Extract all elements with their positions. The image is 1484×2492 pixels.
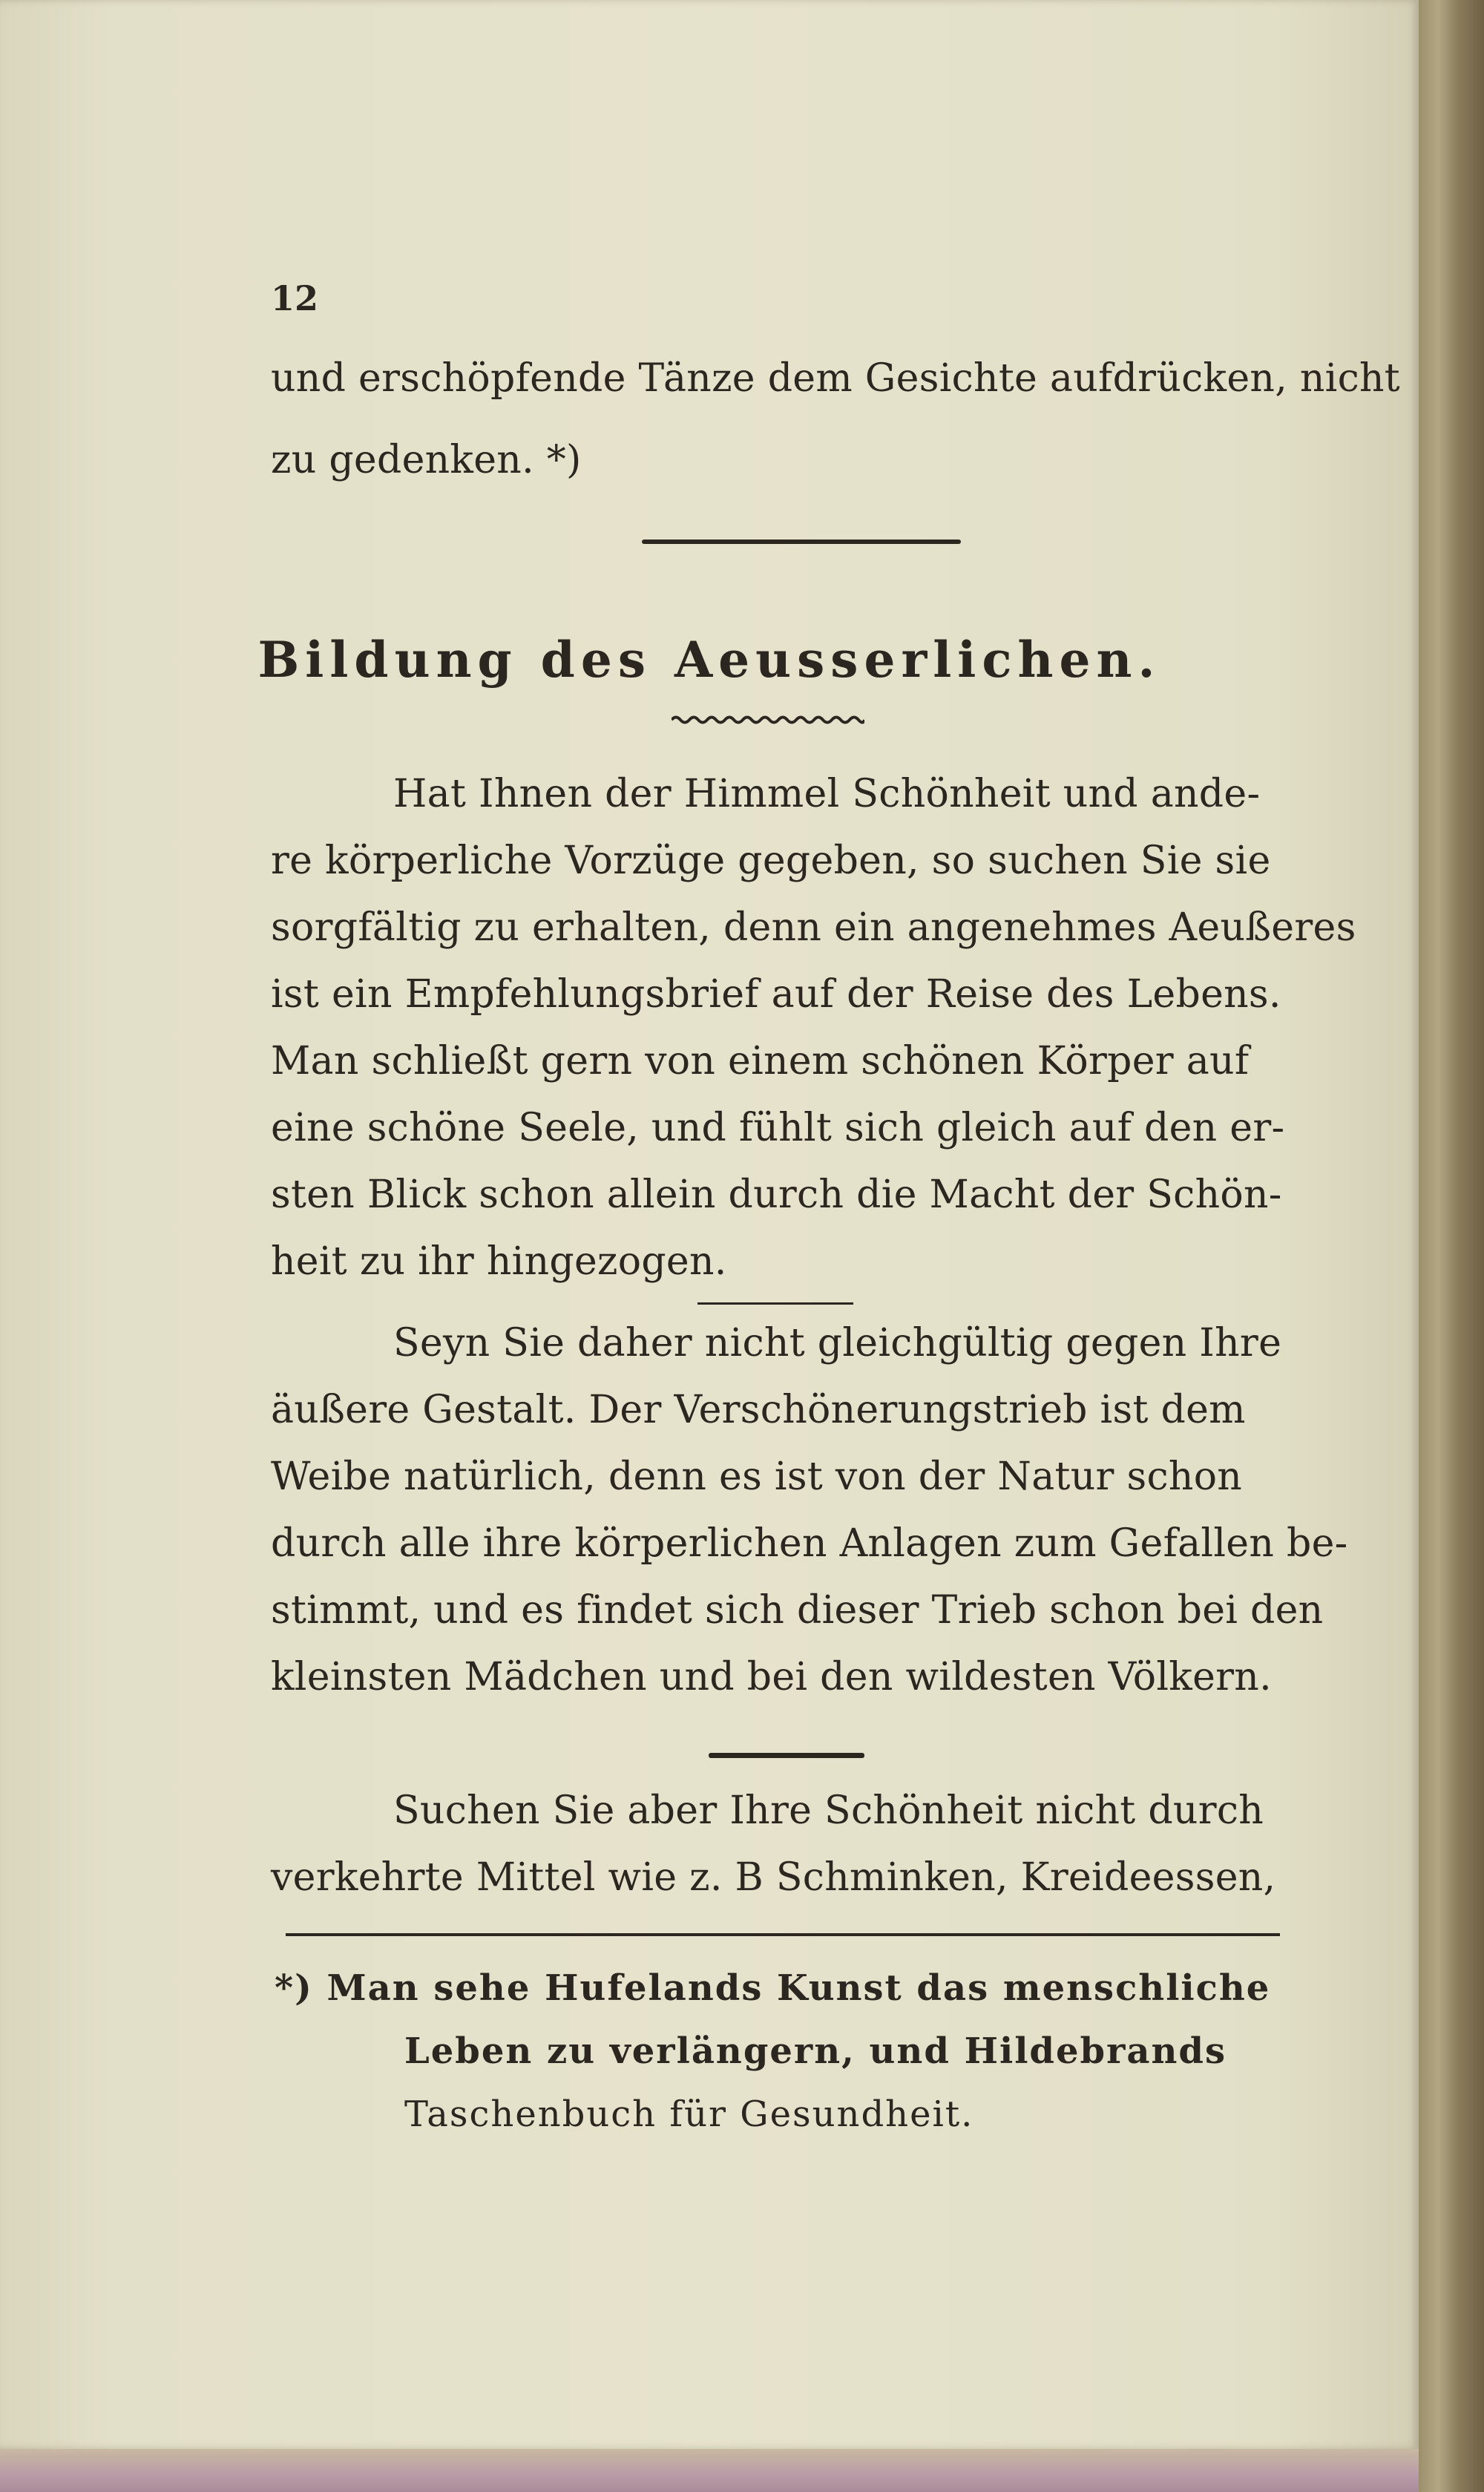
paragraph2-line-3: Weibe natürlich, denn es ist von der Natur schon bbox=[271, 1455, 1243, 1499]
paragraph1-line-5: Man schließt gern von einem schönen Körper auf bbox=[271, 1039, 1250, 1083]
paragraph-end-rule bbox=[697, 1302, 853, 1305]
paragraph3-line-2: verkehrte Mittel wie z. B Schminken, Kreideessen, bbox=[271, 1855, 1276, 1900]
section-divider-top bbox=[642, 540, 961, 544]
page-number: 12 bbox=[271, 278, 319, 318]
continuation-line-1: und erschöpfende Tänze dem Gesichte aufdrücken, nicht bbox=[271, 356, 1400, 401]
paragraph1-line-3: sorgfältig zu erhalten, denn ein angenehmes Aeußeres bbox=[271, 905, 1356, 950]
book-edge bbox=[1419, 0, 1484, 2492]
paragraph2-line-5: stimmt, und es findet sich dieser Trieb schon bei den bbox=[271, 1588, 1324, 1633]
continuation-line-2: zu gedenken. *) bbox=[271, 438, 582, 482]
title-ornament bbox=[672, 715, 864, 725]
footnote-line-2: Leben zu verlängern, und Hildebrands bbox=[404, 2030, 1227, 2072]
paragraph1-line-2: re körperliche Vorzüge gegeben, so suchen Sie sie bbox=[271, 839, 1271, 883]
paragraph2-line-1: Seyn Sie daher nicht gleichgültig gegen Ihre bbox=[393, 1321, 1282, 1365]
section-divider-middle bbox=[709, 1753, 864, 1758]
paragraph3-line-1: Suchen Sie aber Ihre Schönheit nicht durch bbox=[393, 1788, 1264, 1833]
paragraph1-line-6: eine schöne Seele, und fühlt sich gleich auf den er- bbox=[271, 1106, 1285, 1150]
footnote-separator bbox=[286, 1933, 1280, 1936]
paragraph1-line-1: Hat Ihnen der Himmel Schönheit und ande- bbox=[393, 772, 1261, 816]
section-title: Bildung des Aeusserlichen. bbox=[257, 631, 1161, 689]
paragraph1-line-4: ist ein Empfehlungsbrief auf der Reise des Lebens. bbox=[271, 972, 1281, 1017]
paragraph2-line-2: äußere Gestalt. Der Verschönerungstrieb ist dem bbox=[271, 1388, 1246, 1432]
paragraph1-line-7: sten Blick schon allein durch die Macht der Schön- bbox=[271, 1173, 1282, 1217]
book-bottom-edge bbox=[0, 2449, 1419, 2492]
footnote-line-1: *) Man sehe Hufelands Kunst das menschliche bbox=[275, 1967, 1271, 2009]
paragraph2-line-4: durch alle ihre körperlichen Anlagen zum Gefallen be- bbox=[271, 1521, 1348, 1566]
paragraph1-line-8: heit zu ihr hingezogen. bbox=[271, 1239, 727, 1284]
footnote-line-3: Taschenbuch für Gesundheit. bbox=[404, 2093, 974, 2135]
paragraph2-line-6: kleinsten Mädchen und bei den wildesten Völkern. bbox=[271, 1655, 1272, 1699]
